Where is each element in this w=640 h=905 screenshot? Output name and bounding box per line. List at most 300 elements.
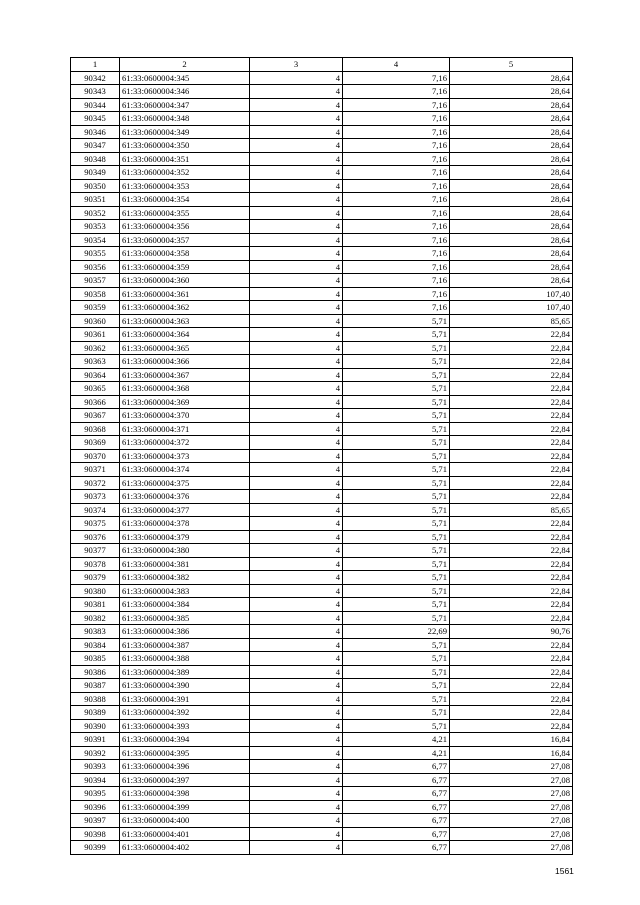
cadastral-number-cell: 61:33:0600004:348 (120, 112, 250, 126)
col4-cell: 5,71 (343, 328, 450, 342)
column-header-2: 2 (120, 58, 250, 72)
table-row (71, 152, 573, 166)
col3-cell: 4 (250, 544, 343, 558)
col5-cell: 27,08 (450, 760, 573, 774)
row-number-cell: 90369 (71, 436, 120, 450)
table-row (71, 503, 573, 517)
row-number-cell: 90384 (71, 638, 120, 652)
col5-cell: 28,64 (450, 193, 573, 207)
col4-cell: 7,16 (343, 274, 450, 288)
row-number-cell: 90351 (71, 193, 120, 207)
row-number-cell: 90344 (71, 98, 120, 112)
col3-cell: 4 (250, 787, 343, 801)
col5-cell: 28,64 (450, 206, 573, 220)
cadastral-number-cell: 61:33:0600004:399 (120, 800, 250, 814)
cadastral-number-cell: 61:33:0600004:383 (120, 584, 250, 598)
cadastral-number-cell: 61:33:0600004:365 (120, 341, 250, 355)
col5-cell: 22,84 (450, 679, 573, 693)
row-number-cell: 90376 (71, 530, 120, 544)
page-number: 1561 (555, 866, 574, 876)
col3-cell: 4 (250, 152, 343, 166)
col5-cell: 22,84 (450, 544, 573, 558)
col3-cell: 4 (250, 301, 343, 315)
row-number-cell: 90391 (71, 733, 120, 747)
col5-cell: 22,84 (450, 328, 573, 342)
cadastral-number-cell: 61:33:0600004:380 (120, 544, 250, 558)
col3-cell: 4 (250, 314, 343, 328)
cadastral-number-cell: 61:33:0600004:390 (120, 679, 250, 693)
header-row (71, 58, 573, 72)
cadastral-number-cell: 61:33:0600004:375 (120, 476, 250, 490)
row-number-cell: 90345 (71, 112, 120, 126)
col5-cell: 22,84 (450, 463, 573, 477)
table-row (71, 382, 573, 396)
col3-cell: 4 (250, 517, 343, 531)
col4-cell: 5,71 (343, 598, 450, 612)
cadastral-number-cell: 61:33:0600004:397 (120, 773, 250, 787)
table-row (71, 98, 573, 112)
row-number-cell: 90392 (71, 746, 120, 760)
col3-cell: 4 (250, 382, 343, 396)
col3-cell: 4 (250, 611, 343, 625)
cadastral-number-cell: 61:33:0600004:370 (120, 409, 250, 423)
cadastral-number-cell: 61:33:0600004:382 (120, 571, 250, 585)
cadastral-number-cell: 61:33:0600004:376 (120, 490, 250, 504)
row-number-cell: 90346 (71, 125, 120, 139)
col5-cell: 22,84 (450, 517, 573, 531)
col4-cell: 5,71 (343, 530, 450, 544)
cadastral-number-cell: 61:33:0600004:400 (120, 814, 250, 828)
row-number-cell: 90350 (71, 179, 120, 193)
col3-cell: 4 (250, 814, 343, 828)
col4-cell: 5,71 (343, 476, 450, 490)
col5-cell: 28,64 (450, 85, 573, 99)
col3-cell: 4 (250, 247, 343, 261)
col3-cell: 4 (250, 422, 343, 436)
cadastral-number-cell: 61:33:0600004:353 (120, 179, 250, 193)
table-row (71, 841, 573, 855)
col3-cell: 4 (250, 139, 343, 153)
cadastral-number-cell: 61:33:0600004:378 (120, 517, 250, 531)
cadastral-number-cell: 61:33:0600004:394 (120, 733, 250, 747)
col4-cell: 7,16 (343, 179, 450, 193)
row-number-cell: 90390 (71, 719, 120, 733)
row-number-cell: 90383 (71, 625, 120, 639)
col3-cell: 4 (250, 71, 343, 85)
col5-cell: 107,40 (450, 287, 573, 301)
col5-cell: 27,08 (450, 827, 573, 841)
col3-cell: 4 (250, 166, 343, 180)
col4-cell: 7,16 (343, 125, 450, 139)
col5-cell: 22,84 (450, 355, 573, 369)
col4-cell: 5,71 (343, 665, 450, 679)
col5-cell: 22,84 (450, 706, 573, 720)
table-row (71, 220, 573, 234)
col3-cell: 4 (250, 193, 343, 207)
table-row (71, 449, 573, 463)
row-number-cell: 90352 (71, 206, 120, 220)
row-number-cell: 90347 (71, 139, 120, 153)
cadastral-number-cell: 61:33:0600004:355 (120, 206, 250, 220)
col3-cell: 4 (250, 409, 343, 423)
col3-cell: 4 (250, 341, 343, 355)
cadastral-number-cell: 61:33:0600004:386 (120, 625, 250, 639)
row-number-cell: 90377 (71, 544, 120, 558)
col3-cell: 4 (250, 706, 343, 720)
table-row (71, 247, 573, 261)
col3-cell: 4 (250, 841, 343, 855)
col5-cell: 107,40 (450, 301, 573, 315)
row-number-cell: 90361 (71, 328, 120, 342)
col3-cell: 4 (250, 328, 343, 342)
cadastral-number-cell: 61:33:0600004:356 (120, 220, 250, 234)
col5-cell: 16,84 (450, 746, 573, 760)
col3-cell: 4 (250, 395, 343, 409)
table-row (71, 760, 573, 774)
table-row (71, 719, 573, 733)
col4-cell: 7,16 (343, 152, 450, 166)
col4-cell: 5,71 (343, 517, 450, 531)
col4-cell: 6,77 (343, 787, 450, 801)
cadastral-number-cell: 61:33:0600004:358 (120, 247, 250, 261)
table-row (71, 557, 573, 571)
col3-cell: 4 (250, 368, 343, 382)
col4-cell: 5,71 (343, 544, 450, 558)
col3-cell: 4 (250, 638, 343, 652)
table-row (71, 706, 573, 720)
row-number-cell: 90368 (71, 422, 120, 436)
table-row (71, 368, 573, 382)
col4-cell: 6,77 (343, 760, 450, 774)
col3-cell: 4 (250, 719, 343, 733)
table-body (71, 71, 573, 854)
col5-cell: 28,64 (450, 274, 573, 288)
col5-cell: 28,64 (450, 71, 573, 85)
table-row (71, 679, 573, 693)
col4-cell: 5,71 (343, 463, 450, 477)
row-number-cell: 90348 (71, 152, 120, 166)
row-number-cell: 90373 (71, 490, 120, 504)
table-row (71, 260, 573, 274)
table-row (71, 233, 573, 247)
row-number-cell: 90386 (71, 665, 120, 679)
table-row (71, 125, 573, 139)
row-number-cell: 90398 (71, 827, 120, 841)
table-row (71, 328, 573, 342)
col4-cell: 5,71 (343, 436, 450, 450)
cadastral-number-cell: 61:33:0600004:379 (120, 530, 250, 544)
col5-cell: 85,65 (450, 503, 573, 517)
row-number-cell: 90374 (71, 503, 120, 517)
table-row (71, 611, 573, 625)
row-number-cell: 90394 (71, 773, 120, 787)
table-row (71, 625, 573, 639)
table-row (71, 476, 573, 490)
table-row (71, 193, 573, 207)
cadastral-number-cell: 61:33:0600004:364 (120, 328, 250, 342)
table-row (71, 436, 573, 450)
col4-cell: 5,71 (343, 409, 450, 423)
col5-cell: 22,84 (450, 476, 573, 490)
row-number-cell: 90389 (71, 706, 120, 720)
table-row (71, 179, 573, 193)
col4-cell: 5,71 (343, 571, 450, 585)
col4-cell: 5,71 (343, 611, 450, 625)
cadastral-number-cell: 61:33:0600004:401 (120, 827, 250, 841)
col3-cell: 4 (250, 530, 343, 544)
col4-cell: 5,71 (343, 341, 450, 355)
cadastral-number-cell: 61:33:0600004:359 (120, 260, 250, 274)
cadastral-number-cell: 61:33:0600004:396 (120, 760, 250, 774)
col5-cell: 28,64 (450, 233, 573, 247)
row-number-cell: 90343 (71, 85, 120, 99)
cadastral-number-cell: 61:33:0600004:389 (120, 665, 250, 679)
row-number-cell: 90367 (71, 409, 120, 423)
col3-cell: 4 (250, 571, 343, 585)
col5-cell: 22,84 (450, 436, 573, 450)
col5-cell: 28,64 (450, 260, 573, 274)
col4-cell: 5,71 (343, 422, 450, 436)
cadastral-number-cell: 61:33:0600004:362 (120, 301, 250, 315)
col4-cell: 5,71 (343, 652, 450, 666)
table-row (71, 746, 573, 760)
col5-cell: 22,84 (450, 422, 573, 436)
cadastral-number-cell: 61:33:0600004:393 (120, 719, 250, 733)
cadastral-number-cell: 61:33:0600004:347 (120, 98, 250, 112)
col5-cell: 27,08 (450, 841, 573, 855)
row-number-cell: 90356 (71, 260, 120, 274)
row-number-cell: 90371 (71, 463, 120, 477)
row-number-cell: 90353 (71, 220, 120, 234)
col4-cell: 7,16 (343, 98, 450, 112)
row-number-cell: 90354 (71, 233, 120, 247)
row-number-cell: 90396 (71, 800, 120, 814)
cadastral-number-cell: 61:33:0600004:368 (120, 382, 250, 396)
col3-cell: 4 (250, 436, 343, 450)
row-number-cell: 90381 (71, 598, 120, 612)
col5-cell: 22,84 (450, 490, 573, 504)
col4-cell: 5,71 (343, 355, 450, 369)
col4-cell: 7,16 (343, 206, 450, 220)
table-row (71, 206, 573, 220)
column-header-3: 3 (250, 58, 343, 72)
col3-cell: 4 (250, 557, 343, 571)
row-number-cell: 90366 (71, 395, 120, 409)
col4-cell: 5,71 (343, 584, 450, 598)
col4-cell: 4,21 (343, 746, 450, 760)
cadastral-number-cell: 61:33:0600004:372 (120, 436, 250, 450)
row-number-cell: 90342 (71, 71, 120, 85)
col5-cell: 22,84 (450, 409, 573, 423)
col5-cell: 28,64 (450, 139, 573, 153)
col3-cell: 4 (250, 260, 343, 274)
col5-cell: 22,84 (450, 719, 573, 733)
row-number-cell: 90358 (71, 287, 120, 301)
table-row (71, 652, 573, 666)
cadastral-number-cell: 61:33:0600004:387 (120, 638, 250, 652)
col4-cell: 7,16 (343, 247, 450, 261)
col5-cell: 22,84 (450, 557, 573, 571)
col4-cell: 6,77 (343, 814, 450, 828)
col4-cell: 5,71 (343, 490, 450, 504)
table-row (71, 409, 573, 423)
col4-cell: 5,71 (343, 557, 450, 571)
col5-cell: 22,84 (450, 652, 573, 666)
row-number-cell: 90378 (71, 557, 120, 571)
table-row (71, 733, 573, 747)
col3-cell: 4 (250, 746, 343, 760)
row-number-cell: 90372 (71, 476, 120, 490)
col4-cell: 7,16 (343, 301, 450, 315)
col5-cell: 28,64 (450, 166, 573, 180)
table-row (71, 517, 573, 531)
cadastral-number-cell: 61:33:0600004:402 (120, 841, 250, 855)
col3-cell: 4 (250, 652, 343, 666)
table-row (71, 274, 573, 288)
cadastral-number-cell: 61:33:0600004:352 (120, 166, 250, 180)
table-row (71, 773, 573, 787)
col4-cell: 5,71 (343, 503, 450, 517)
cadastral-number-cell: 61:33:0600004:395 (120, 746, 250, 760)
table-row (71, 544, 573, 558)
col3-cell: 4 (250, 503, 343, 517)
row-number-cell: 90382 (71, 611, 120, 625)
row-number-cell: 90385 (71, 652, 120, 666)
col3-cell: 4 (250, 679, 343, 693)
cadastral-number-cell: 61:33:0600004:373 (120, 449, 250, 463)
col3-cell: 4 (250, 490, 343, 504)
col3-cell: 4 (250, 773, 343, 787)
col4-cell: 7,16 (343, 85, 450, 99)
cadastral-number-cell: 61:33:0600004:377 (120, 503, 250, 517)
row-number-cell: 90370 (71, 449, 120, 463)
col3-cell: 4 (250, 125, 343, 139)
table-row (71, 814, 573, 828)
col3-cell: 4 (250, 274, 343, 288)
col3-cell: 4 (250, 733, 343, 747)
col5-cell: 22,84 (450, 611, 573, 625)
col3-cell: 4 (250, 692, 343, 706)
cadastral-number-cell: 61:33:0600004:398 (120, 787, 250, 801)
cadastral-number-cell: 61:33:0600004:369 (120, 395, 250, 409)
row-number-cell: 90395 (71, 787, 120, 801)
column-header-4: 4 (343, 58, 450, 72)
row-number-cell: 90365 (71, 382, 120, 396)
cadastral-number-cell: 61:33:0600004:381 (120, 557, 250, 571)
col5-cell: 28,64 (450, 112, 573, 126)
col3-cell: 4 (250, 179, 343, 193)
col4-cell: 6,77 (343, 841, 450, 855)
col5-cell: 22,84 (450, 382, 573, 396)
col5-cell: 27,08 (450, 814, 573, 828)
col5-cell: 22,84 (450, 598, 573, 612)
col3-cell: 4 (250, 827, 343, 841)
col4-cell: 5,71 (343, 314, 450, 328)
col3-cell: 4 (250, 665, 343, 679)
cadastral-number-cell: 61:33:0600004:391 (120, 692, 250, 706)
row-number-cell: 90360 (71, 314, 120, 328)
col3-cell: 4 (250, 233, 343, 247)
col5-cell: 22,84 (450, 395, 573, 409)
table-row (71, 571, 573, 585)
col3-cell: 4 (250, 220, 343, 234)
col4-cell: 7,16 (343, 233, 450, 247)
cadastral-number-cell: 61:33:0600004:366 (120, 355, 250, 369)
col4-cell: 5,71 (343, 706, 450, 720)
cadastral-number-cell: 61:33:0600004:374 (120, 463, 250, 477)
row-number-cell: 90399 (71, 841, 120, 855)
col5-cell: 22,84 (450, 665, 573, 679)
col5-cell: 90,76 (450, 625, 573, 639)
table-row (71, 598, 573, 612)
col3-cell: 4 (250, 463, 343, 477)
col4-cell: 7,16 (343, 139, 450, 153)
col5-cell: 28,64 (450, 247, 573, 261)
table-row (71, 139, 573, 153)
cadastral-number-cell: 61:33:0600004:361 (120, 287, 250, 301)
table-row (71, 301, 573, 315)
cadastral-number-cell: 61:33:0600004:384 (120, 598, 250, 612)
col4-cell: 7,16 (343, 71, 450, 85)
cadastral-number-cell: 61:33:0600004:346 (120, 85, 250, 99)
col4-cell: 5,71 (343, 395, 450, 409)
table-row (71, 665, 573, 679)
table-row (71, 314, 573, 328)
col4-cell: 5,71 (343, 382, 450, 396)
column-header-5: 5 (450, 58, 573, 72)
col5-cell: 22,84 (450, 368, 573, 382)
table-row (71, 71, 573, 85)
row-number-cell: 90379 (71, 571, 120, 585)
col4-cell: 5,71 (343, 449, 450, 463)
row-number-cell: 90355 (71, 247, 120, 261)
col3-cell: 4 (250, 598, 343, 612)
col3-cell: 4 (250, 98, 343, 112)
col5-cell: 28,64 (450, 98, 573, 112)
col3-cell: 4 (250, 476, 343, 490)
table-row (71, 166, 573, 180)
col5-cell: 22,84 (450, 449, 573, 463)
col4-cell: 7,16 (343, 287, 450, 301)
table-row (71, 355, 573, 369)
col5-cell: 28,64 (450, 220, 573, 234)
table-row (71, 827, 573, 841)
table-row (71, 584, 573, 598)
col4-cell: 7,16 (343, 220, 450, 234)
cadastral-number-cell: 61:33:0600004:367 (120, 368, 250, 382)
table-row (71, 692, 573, 706)
col4-cell: 22,69 (343, 625, 450, 639)
col4-cell: 7,16 (343, 112, 450, 126)
row-number-cell: 90397 (71, 814, 120, 828)
row-number-cell: 90393 (71, 760, 120, 774)
table-row (71, 638, 573, 652)
col5-cell: 22,84 (450, 530, 573, 544)
data-table (70, 57, 573, 855)
col4-cell: 7,16 (343, 260, 450, 274)
row-number-cell: 90380 (71, 584, 120, 598)
row-number-cell: 90375 (71, 517, 120, 531)
col5-cell: 27,08 (450, 773, 573, 787)
table-row (71, 800, 573, 814)
col5-cell: 28,64 (450, 152, 573, 166)
col4-cell: 5,71 (343, 679, 450, 693)
col3-cell: 4 (250, 287, 343, 301)
cadastral-number-cell: 61:33:0600004:350 (120, 139, 250, 153)
col5-cell: 22,84 (450, 341, 573, 355)
row-number-cell: 90359 (71, 301, 120, 315)
col3-cell: 4 (250, 112, 343, 126)
